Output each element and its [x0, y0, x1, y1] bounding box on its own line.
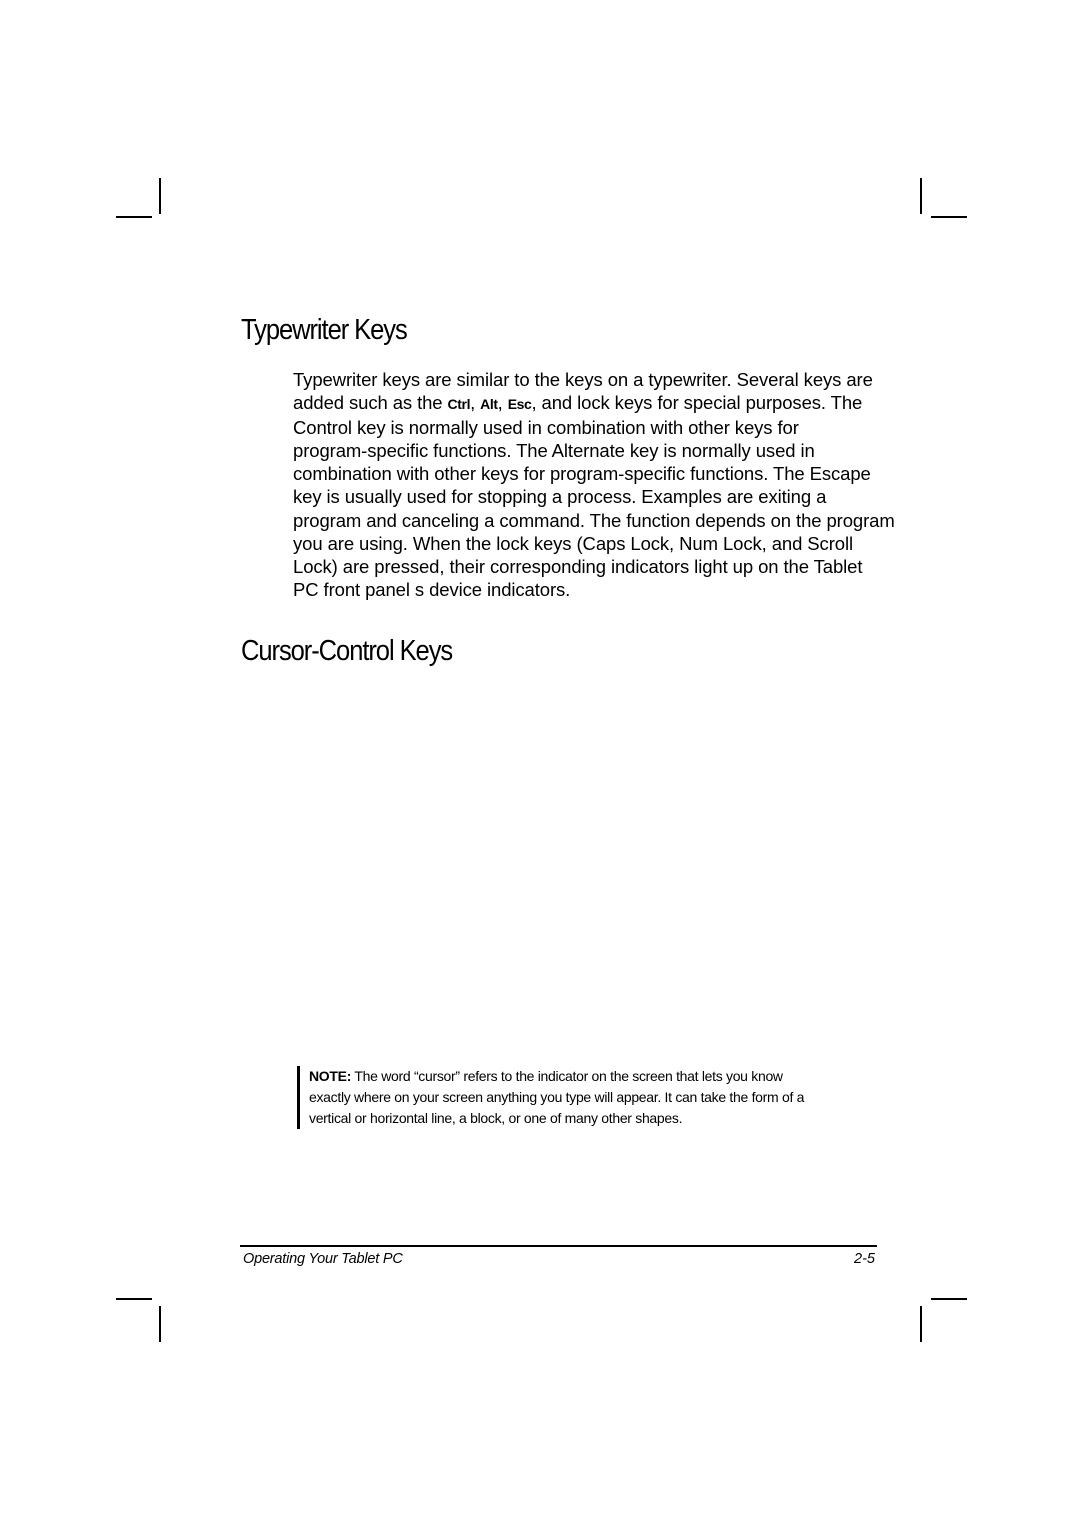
note-text: The word “cursor” refers to the indicator on the screen that lets you know	[351, 1068, 783, 1084]
separator: ,	[497, 392, 508, 414]
paragraph-text: added such as the	[293, 392, 448, 414]
crop-mark-bottom-right-h	[931, 1298, 967, 1300]
paragraph-line: Control key is normally used in combination with other keys for	[293, 417, 799, 439]
paragraph-line: program and canceling a command. The function depends on the program	[293, 509, 895, 531]
footer-divider	[240, 1245, 877, 1247]
section-heading-cursor-control-keys: Cursor-Control Keys	[241, 635, 453, 667]
paragraph-line: combination with other keys for program-specific functions. The Escape	[293, 463, 871, 485]
crop-mark-top-right-h	[931, 216, 967, 218]
key-ctrl-label: Ctrl	[447, 396, 471, 413]
crop-mark-top-left-v	[159, 178, 161, 214]
crop-mark-bottom-right-v	[920, 1306, 922, 1342]
paragraph-line: Typewriter keys are similar to the keys on a typewriter. Several keys are	[293, 369, 873, 390]
crop-mark-top-right-v	[920, 178, 922, 214]
key-esc-label: Esc	[507, 396, 532, 413]
paragraph-line: key is usually used for stopping a process. Examples are exiting a	[293, 486, 827, 508]
paragraph-line: you are using. When the lock keys (Caps Lock, Num Lock, and Scroll	[293, 532, 853, 554]
note-line	[309, 1066, 889, 1087]
crop-mark-bottom-left-h	[116, 1298, 152, 1300]
paragraph-line	[293, 391, 925, 416]
section-heading-typewriter-keys: Typewriter Keys	[241, 314, 407, 346]
typewriter-keys-paragraph	[293, 368, 925, 601]
paragraph-line: program-specific functions. The Alternate key is normally used in	[293, 440, 815, 462]
footer-chapter-title: Operating Your Tablet PC	[243, 1251, 403, 1267]
paragraph-line: PC front panel s device indicators.	[293, 578, 571, 600]
key-alt-label: Alt	[480, 396, 498, 413]
crop-mark-bottom-left-v	[159, 1306, 161, 1342]
note-box	[297, 1066, 889, 1129]
paragraph-line: Lock) are pressed, their corresponding indicators light up on the Tablet	[293, 555, 863, 577]
crop-mark-top-left-h	[116, 216, 152, 218]
paragraph-text: , and lock keys for special purposes. The	[531, 392, 863, 414]
note-line: vertical or horizontal line, a block, or one of many other shapes.	[309, 1110, 683, 1126]
separator: ,	[470, 392, 481, 414]
footer-page-number: 2-5	[854, 1251, 875, 1267]
note-label: NOTE:	[309, 1068, 352, 1084]
note-line: exactly where on your screen anything you type will appear. It can take the form of a	[309, 1089, 805, 1105]
